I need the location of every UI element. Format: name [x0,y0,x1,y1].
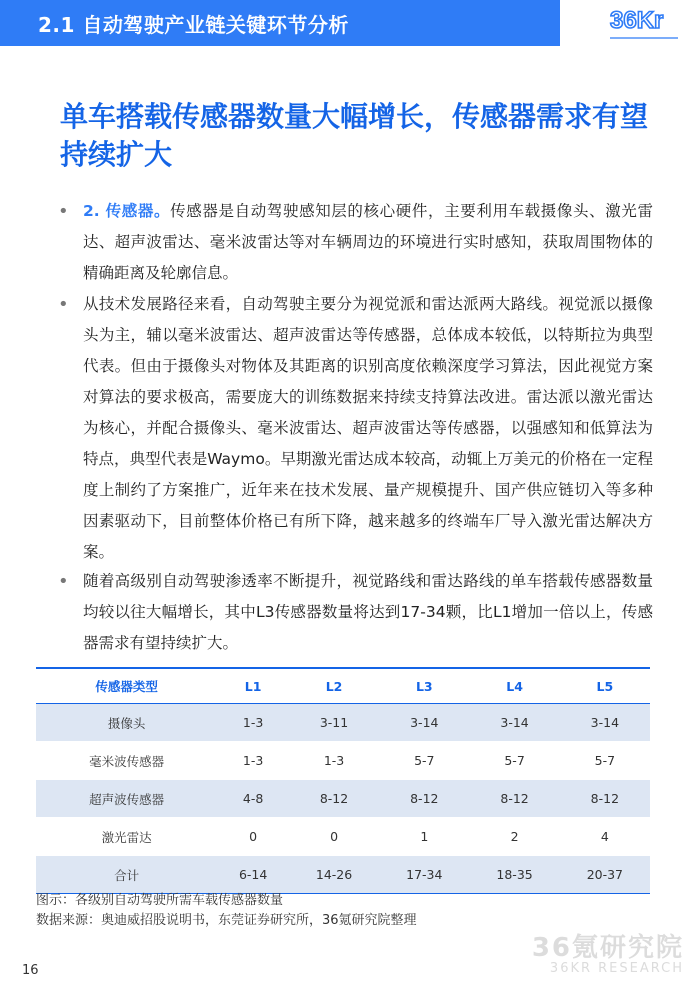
table-row [36,780,650,818]
page-heading: 单车搭载传感器数量大幅增长，传感器需求有望持续扩大 [60,100,649,171]
table-cell: 8-12 [289,780,379,818]
36kr-logo [608,2,688,46]
bullet-item [58,289,658,568]
bullet-icon: • [58,571,69,592]
table-header-row [36,668,650,704]
bullet-text: 随着高级别自动驾驶渗透率不断提升，视觉路线和雷达路线的单车搭载传感器数量均较以往大幅增长，其中L3传感器数量将达到17-34颗，比L1增加一倍以上，传感器需求有望持续扩大。 [83,572,653,652]
table-cell: 0 [289,818,379,856]
bullet-text: 2. 传感器。传感器是自动驾驶感知层的核心硬件，主要利用车载摄像头、激光雷达、超声波雷达、毫米波雷达等对车辆周边的环境进行实时感知，获取周围物体的精确距离及轮廓信息。 [83,202,653,282]
table-cell: 18-35 [469,856,559,894]
section-header-bar [0,0,560,46]
table-cell: 4-8 [217,780,289,818]
table-cell: 5-7 [469,742,559,780]
table-cell: 3-14 [469,704,559,742]
table-cell: 1-3 [217,742,289,780]
table-cell: 0 [217,818,289,856]
table-cell: 8-12 [379,780,469,818]
table-header-cell: L4 [469,668,559,704]
table-cell: 超声波传感器 [36,780,217,818]
table-cell: 摄像头 [36,704,217,742]
table-cell: 5-7 [379,742,469,780]
data-source: 数据来源：奥迪威招股说明书，东莞证券研究所，36氪研究院整理 [36,913,417,928]
table-cell: 6-14 [217,856,289,894]
table-cell: 5-7 [560,742,650,780]
table-cell: 2 [469,818,559,856]
table-header-cell: L1 [217,668,289,704]
table-header-cell: L5 [560,668,650,704]
table-cell: 4 [560,818,650,856]
page-number: 16 [22,963,39,978]
table-cell: 14-26 [289,856,379,894]
table-header-cell: L3 [379,668,469,704]
table-row [36,742,650,780]
figure-caption: 图示：各级别自动驾驶所需车载传感器数量 [36,893,284,908]
sensor-count-table [36,667,650,894]
logo-text: 36Kr [610,7,664,34]
table-row [36,704,650,742]
table-cell: 3-14 [379,704,469,742]
table-row [36,818,650,856]
table-header-cell: L2 [289,668,379,704]
table-cell: 合计 [36,856,217,894]
bullet-item [58,566,658,659]
bullet-text: 从技术发展路径来看，自动驾驶主要分为视觉派和雷达派两大路线。视觉派以摄像头为主，辅以毫米波雷达、超声波雷达等传感器，总体成本较低，以特斯拉为典型代表。但由于摄像头对物体及其距离的识别高度依赖深度学习算法，因此视觉方案对算法的要求极高，需要庞大的训练数据来持续支持算法改进。雷达派以激光雷达为核心，并配合摄像头、毫米波雷达、超声波雷达等传感器，以强感知和低算法为特点，典型代表是Waymo。早期激光雷达成本较高，动辄上万美元的价格在一定程度上制约了方案推广，近年来在技术发展、量产规模提升、国产供应链切入等多种因素驱动下，目前整体价格已有所下降，越来越多的终端车厂导入激光雷达解决方案。 [83,295,653,561]
bullet-item [58,196,658,289]
bullet-icon: • [58,201,69,222]
table-cell: 毫米波传感器 [36,742,217,780]
table-total-row [36,856,650,894]
table-cell: 3-11 [289,704,379,742]
watermark-cn: 36氪研究院 [531,933,684,963]
table-cell: 激光雷达 [36,818,217,856]
table-cell: 8-12 [469,780,559,818]
bullet-lead: 2. 传感器。 [83,202,171,220]
table-cell: 17-34 [379,856,469,894]
bullet-icon: • [58,294,69,315]
table-header-cell: 传感器类型 [36,668,217,704]
watermark-en: 36KR RESEARCH [549,961,684,976]
section-title: 2.1 自动驾驶产业链关键环节分析 [38,13,349,37]
table-cell: 3-14 [560,704,650,742]
table-cell: 1 [379,818,469,856]
table-cell: 1-3 [289,742,379,780]
table-cell: 20-37 [560,856,650,894]
table-cell: 8-12 [560,780,650,818]
table-cell: 1-3 [217,704,289,742]
